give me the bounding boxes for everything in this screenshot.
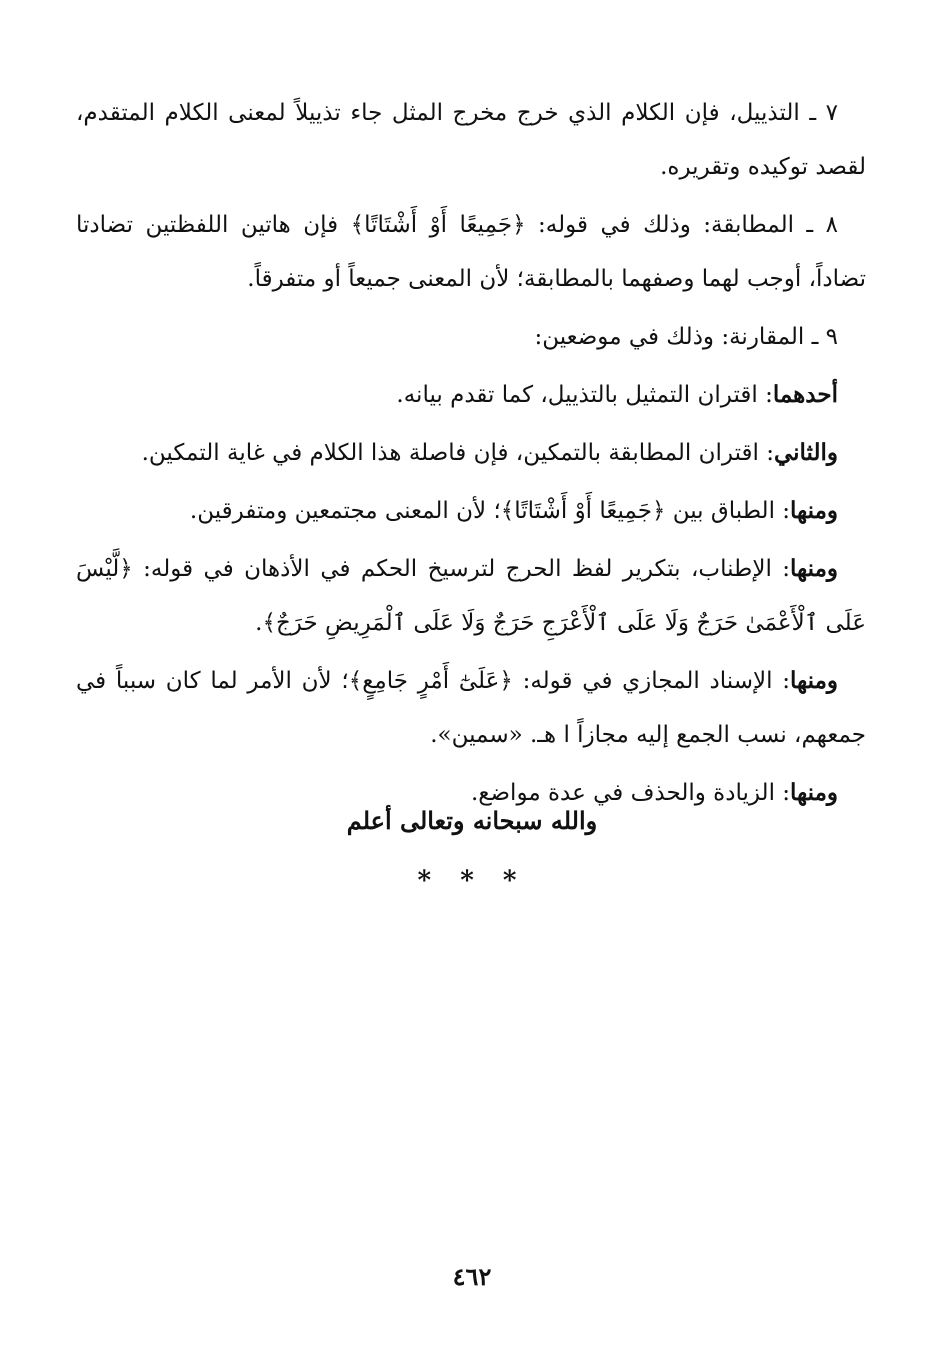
- paragraph-text: : الإسناد المجازي في قوله:: [512, 668, 791, 694]
- paragraph-text: ٩ ـ المقارنة: وذلك في موضعين:: [534, 324, 838, 350]
- paragraph-mutabaqa: [76, 198, 866, 306]
- paragraph-isnad: [76, 654, 866, 762]
- paragraph-tibaq: [76, 484, 866, 538]
- paragraph-text: : الإطناب، بتكرير لفظ الحرج لترسيخ الحكم في الأذهان في قوله:: [132, 556, 791, 582]
- section-separator: * * *: [417, 866, 527, 896]
- closing-line: والله سبحانه وتعالى أعلم: [346, 806, 598, 835]
- paragraph-text: : اقتران المطابقة بالتمكين، فإن فاصلة هذا الكلام في غاية التمكين.: [141, 440, 774, 466]
- paragraph-lead: والثاني: [773, 439, 838, 466]
- paragraph-lead: ومنها: [790, 555, 838, 582]
- body-text: [76, 86, 866, 820]
- paragraph-text: : الطباق بين: [665, 498, 791, 524]
- paragraph-text: ٨ ـ المطابقة: وذلك في قوله:: [525, 212, 838, 238]
- paragraph-tadhyil: [76, 86, 866, 194]
- page-number: ٤٦٢: [452, 1262, 492, 1291]
- paragraph-lead: ومنها: [790, 667, 838, 694]
- paragraph-text: ٧ ـ التذييل، فإن الكلام الذي خرج مخرج المثل جاء تذييلاً لمعنى الكلام المتقدم، لقصد توكيده وتقريره.: [76, 100, 866, 180]
- paragraph-muqarana: [76, 310, 866, 364]
- paragraph-text: ؛ لأن الأمر لما كان سبباً في جمعهم، نسب الجمع إليه مجازاً ا هـ. «سمين».: [76, 668, 866, 748]
- paragraph-text: فإن هاتين اللفظتين تضادتا تضاداً، أوجب لهما وصفهما بالمطابقة؛ لأن المعنى جميعاً أو متفرقاً.: [76, 212, 866, 292]
- paragraph-lead: أحدهما: [772, 381, 838, 408]
- paragraph-text: .: [255, 610, 263, 636]
- quran-quote: ﴿جَمِيعًا أَوْ أَشْتَاتًا﴾: [500, 498, 666, 524]
- paragraph-text: : الزيادة والحذف في عدة مواضع.: [470, 780, 791, 806]
- paragraph-text: : اقتران التمثيل بالتذييل، كما تقدم بيانه.: [396, 382, 773, 408]
- paragraph-lead: ومنها: [790, 497, 838, 524]
- quran-quote: ﴿جَمِيعًا أَوْ أَشْتَاتًا﴾: [350, 212, 526, 238]
- paragraph-text: ؛ لأن المعنى مجتمعين ومتفرقين.: [189, 498, 501, 524]
- quran-quote: ﴿لَّيْسَ عَلَى ٱلْأَعْمَىٰ حَرَجٌ وَلَا عَلَى ٱلْأَعْرَجِ حَرَجٌ وَلَا عَلَى ٱلْمَرِيضِ حَرَجٌ﴾: [76, 556, 866, 636]
- paragraph-first: [76, 368, 866, 422]
- paragraph-lead: ومنها: [790, 779, 838, 806]
- paragraph-second: [76, 426, 866, 480]
- paragraph-itnab: [76, 542, 866, 650]
- quran-quote: ﴿عَلَىٰٓ أَمْرٍ جَامِعٍ﴾: [348, 668, 513, 694]
